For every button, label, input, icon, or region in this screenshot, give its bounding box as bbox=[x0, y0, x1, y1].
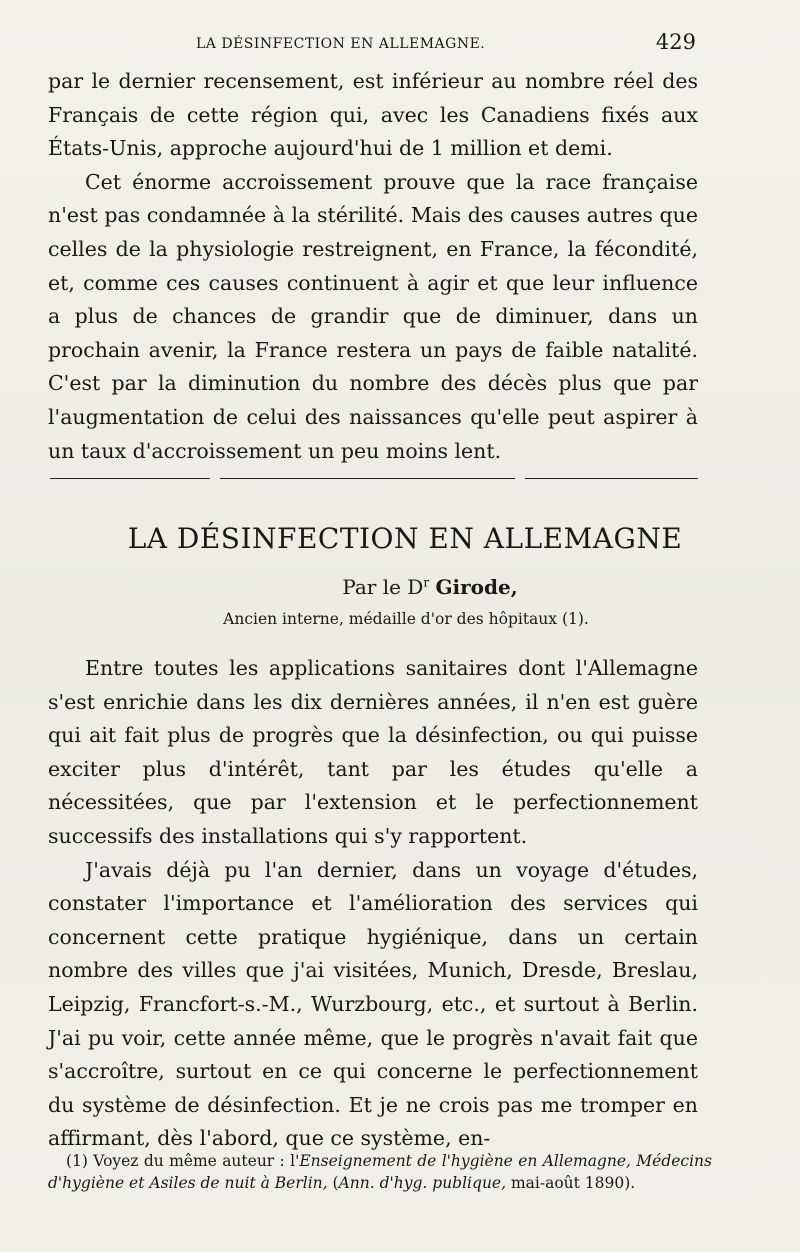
separator-rule bbox=[525, 478, 698, 479]
article-title: LA DÉSINFECTION EN ALLEMAGNE bbox=[127, 522, 683, 555]
paragraph-continued: par le dernier recensement, est inférieur au nombre réel des Français de cette région qui, avec les Canadiens fixés aux États-Unis, approche aujourd'hui de 1 million et demi. bbox=[48, 69, 698, 161]
footnote-date: mai-août 1890). bbox=[506, 1174, 636, 1192]
previous-article-text bbox=[48, 65, 698, 468]
footnote-work-title: Enseignement de l'hygiène en Allemagne, Médecins d'hygiène et Asiles de nuit à Berlin, bbox=[48, 1152, 712, 1192]
paragraph: Entre toutes les applications sanitaires dont l'Allemagne s'est enrichie dans les dix dernières années, il n'en est guère qui ait fait plus de progrès que la désinfection, ou qui puisse exciter plus d'intérêt, tant par les études qu'elle a nécessitées, que par l'extension et le perfectionnement successifs des installations qui s'y rapportent. bbox=[48, 656, 698, 848]
separator-rule bbox=[220, 478, 515, 479]
footnote bbox=[48, 1150, 712, 1194]
running-title: LA DÉSINFECTION EN ALLEMAGNE. bbox=[196, 36, 486, 52]
paragraph: Cet énorme accroissement prouve que la race française n'est pas condamnée à la stérilité. Mais des causes autres que celles de la physiologie restreignent, en France, la fécondité, et, comme ces causes continuent à agir et que leur influence a plus de chances de grandir que de diminuer, dans un prochain avenir, la France restera un pays de faible natalité. C'est par la diminution du nombre des décès plus que par l'augmentation de celui des naissances qu'elle peut aspirer à un taux d'accroissement un peu moins lent. bbox=[48, 169, 698, 463]
page-number: 429 bbox=[655, 30, 696, 54]
article-body bbox=[48, 652, 698, 1156]
author-name: Girode, bbox=[435, 575, 518, 599]
article-byline bbox=[0, 575, 800, 599]
footnote-text: ( bbox=[327, 1174, 339, 1192]
footnote-journal: Ann. d'hyg. publique, bbox=[338, 1174, 507, 1192]
running-header bbox=[0, 30, 800, 60]
byline-prefix: Par le D bbox=[342, 575, 424, 599]
separator-rule bbox=[50, 478, 210, 479]
byline-superscript: r bbox=[423, 575, 430, 590]
author-affiliation: Ancien interne, médaille d'or des hôpitaux (1). bbox=[223, 610, 589, 628]
footnote-lead: (1) Voyez du même auteur : l' bbox=[66, 1152, 300, 1170]
paragraph: J'avais déjà pu l'an dernier, dans un voyage d'études, constater l'importance et l'amélioration des services qui concernent cette pratique hygiénique, dans un certain nombre des villes que j'ai visitées, Munich, Dresde, Breslau, Leipzig, Francfort-s.-M., Wurzbourg, etc., et surtout à Berlin. J'ai pu voir, cette année même, que le progrès n'avait fait que s'accroître, surtout en ce qui concerne le perfectionnement du système de désinfection. Et je ne crois pas me tromper en affirmant, dès l'abord, que ce système, en- bbox=[48, 857, 698, 1151]
